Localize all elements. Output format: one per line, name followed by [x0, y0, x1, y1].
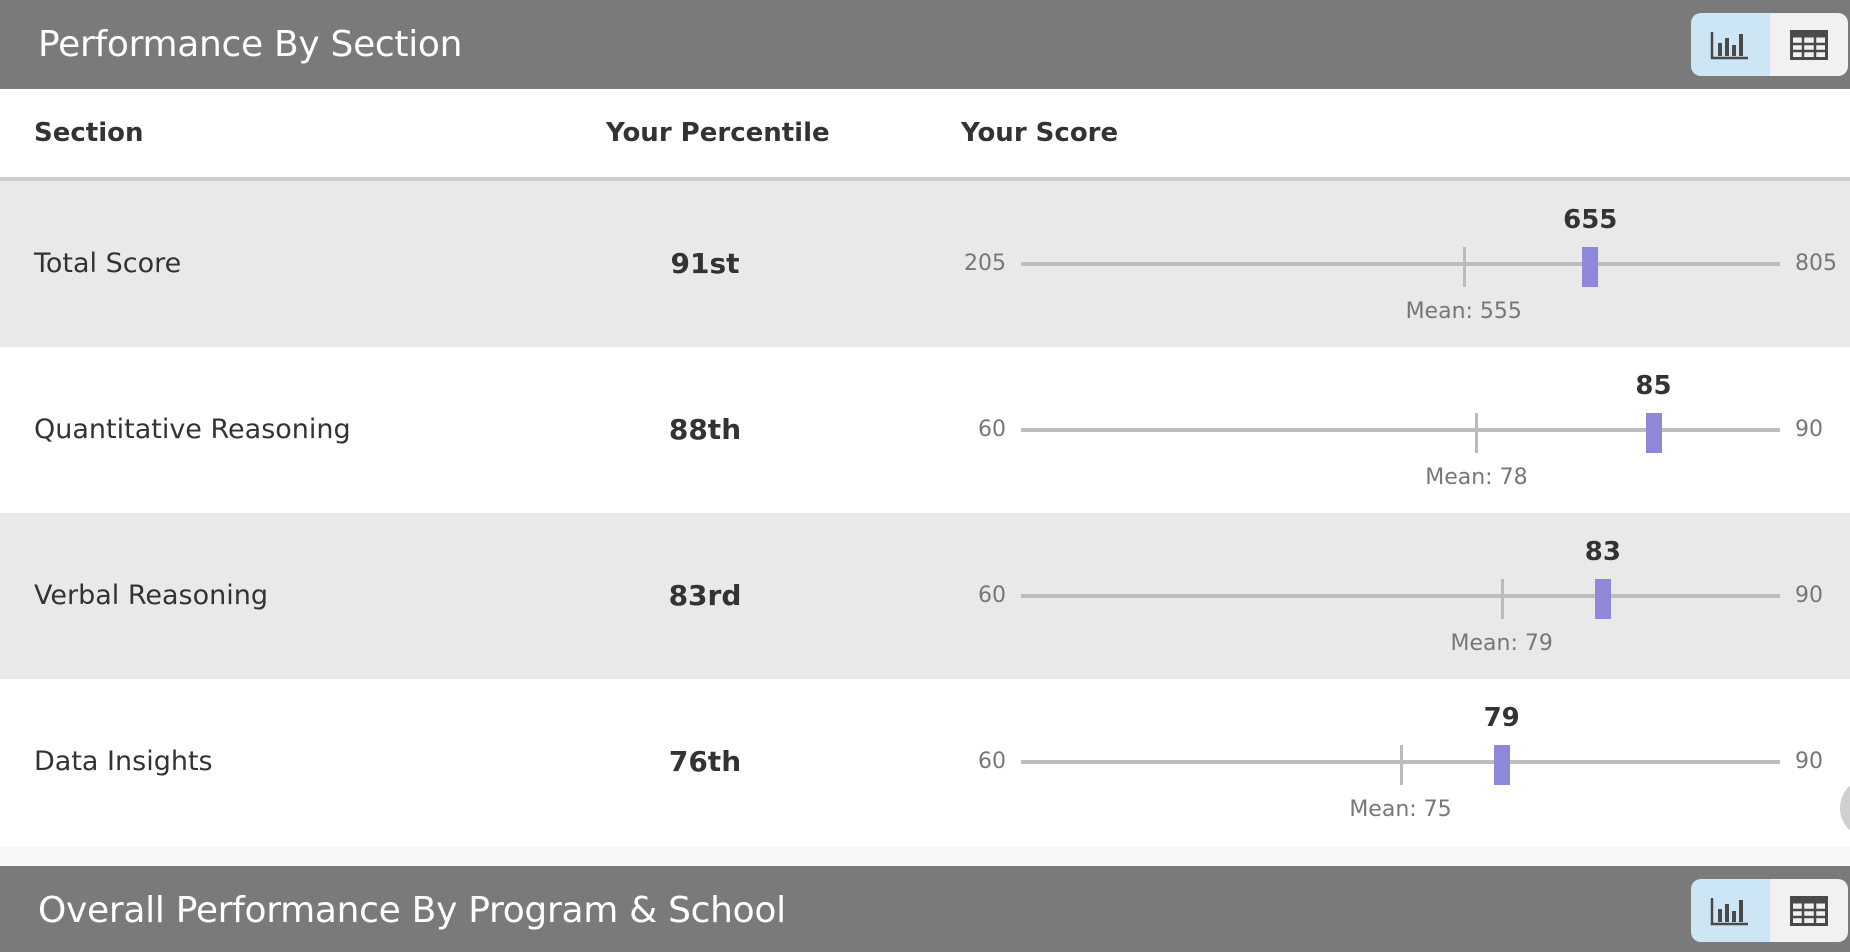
scale-max-label: 90: [1795, 749, 1823, 774]
scale-min-label: 60: [978, 583, 1006, 608]
score-label: 85: [1635, 371, 1672, 401]
mean-marker: [1400, 745, 1403, 785]
section-name: Data Insights: [34, 746, 213, 777]
score-label: 655: [1563, 205, 1618, 235]
score-marker[interactable]: [1494, 745, 1510, 785]
table-icon: [1790, 896, 1828, 926]
performance-by-section-header: [0, 0, 1850, 89]
section-name: Total Score: [34, 248, 182, 279]
score-marker[interactable]: [1646, 413, 1662, 453]
section-name: Quantitative Reasoning: [34, 414, 351, 445]
scale-max-label: 805: [1795, 251, 1837, 276]
chart-view-button[interactable]: [1691, 13, 1770, 76]
column-header-section: Section: [34, 118, 144, 148]
view-toggle: [1691, 879, 1848, 942]
panel-title: Performance By Section: [38, 24, 463, 65]
table-column-headers: [0, 89, 1850, 181]
table-view-button[interactable]: [1770, 879, 1849, 942]
percentile-value: 88th: [668, 413, 742, 446]
scale-min-label: 205: [964, 251, 1006, 276]
view-toggle: [1691, 13, 1848, 76]
table-row: [0, 181, 1850, 347]
scale-max-label: 90: [1795, 583, 1823, 608]
percentile-value: 91st: [670, 247, 740, 280]
table-row: [0, 513, 1850, 679]
bar-chart-icon: [1710, 30, 1750, 60]
percentile-value: 83rd: [668, 579, 742, 612]
mean-label: Mean: 75: [1349, 797, 1452, 822]
table-icon: [1790, 30, 1828, 60]
score-marker[interactable]: [1582, 247, 1598, 287]
mean-label: Mean: 555: [1405, 299, 1522, 324]
score-marker[interactable]: [1595, 579, 1611, 619]
score-track: [1021, 428, 1780, 432]
bar-chart-icon: [1710, 896, 1750, 926]
chart-view-button[interactable]: [1691, 879, 1770, 942]
panel-title: Overall Performance By Program & School: [38, 890, 786, 931]
column-header-score: Your Score: [961, 118, 1119, 148]
program-school-header: [0, 866, 1850, 952]
score-label: 83: [1584, 537, 1621, 567]
score-track: [1021, 594, 1780, 598]
scale-max-label: 90: [1795, 417, 1823, 442]
column-header-percentile: Your Percentile: [606, 118, 830, 148]
mean-marker: [1501, 579, 1504, 619]
score-track: [1021, 262, 1780, 266]
mean-label: Mean: 78: [1425, 465, 1528, 490]
section-gap: [0, 847, 1850, 866]
mean-marker: [1475, 413, 1478, 453]
section-name: Verbal Reasoning: [34, 580, 269, 611]
mean-marker: [1463, 247, 1466, 287]
mean-label: Mean: 79: [1450, 631, 1553, 656]
table-row: [0, 347, 1850, 513]
scale-min-label: 60: [978, 749, 1006, 774]
scale-min-label: 60: [978, 417, 1006, 442]
percentile-value: 76th: [668, 745, 742, 778]
score-label: 79: [1483, 703, 1520, 733]
table-row: [0, 679, 1850, 847]
table-view-button[interactable]: [1770, 13, 1849, 76]
